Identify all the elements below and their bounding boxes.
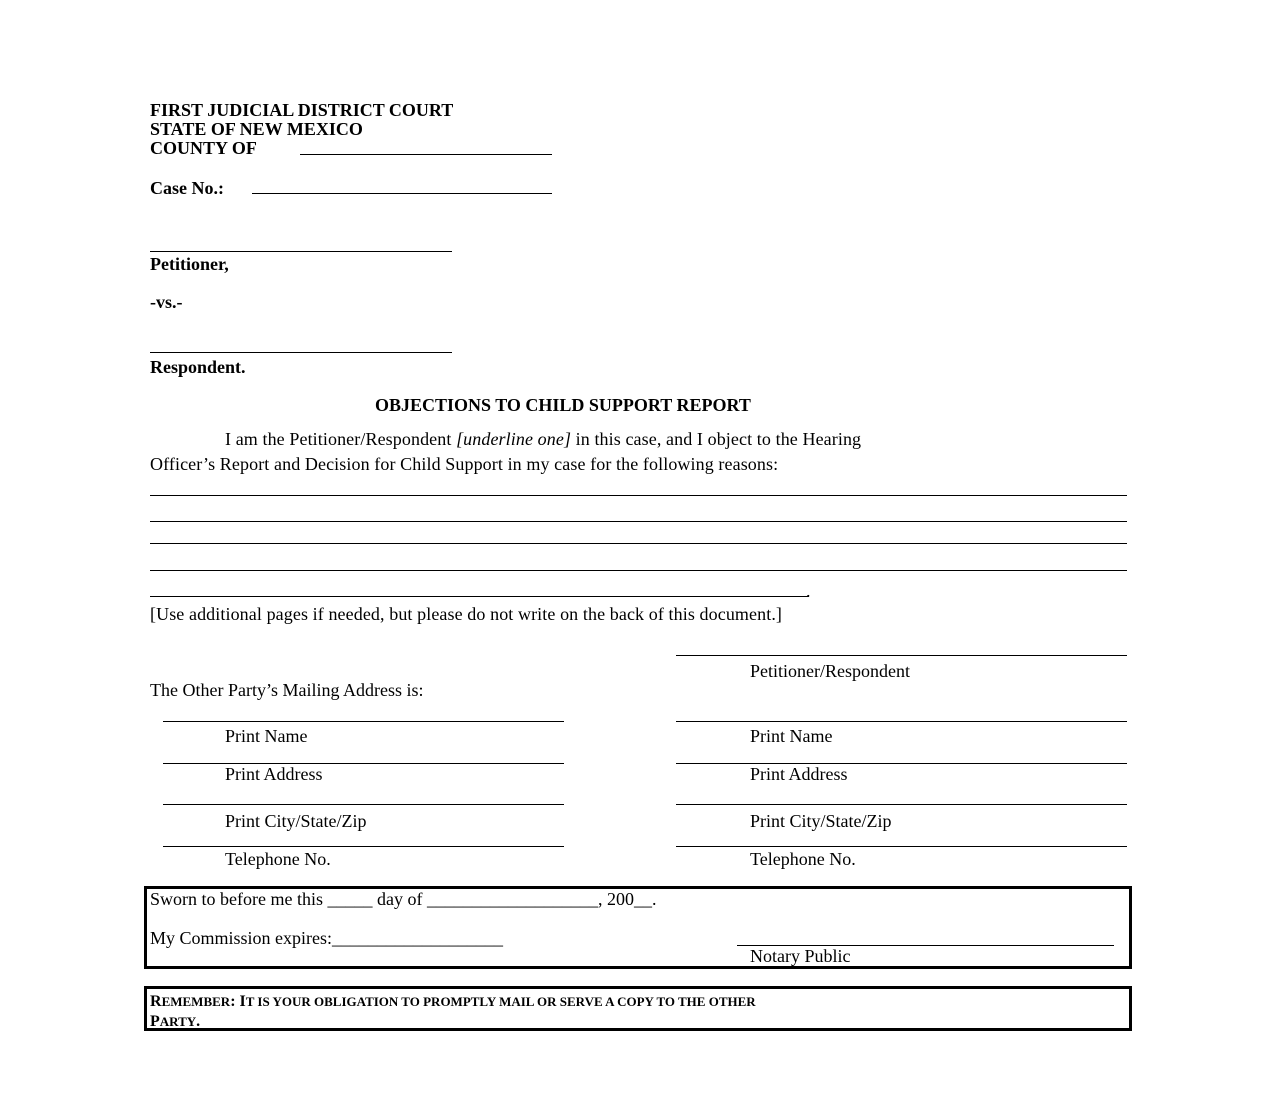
sworn-line: Sworn to before me this _____ day of ___________________, 200__. <box>150 889 657 909</box>
reminder-i: I <box>239 993 246 1010</box>
versus-label: -vs.- <box>150 292 183 312</box>
body-line-1-end: in this case, and I object to the Hearing <box>571 429 862 449</box>
signer-phone-line[interactable] <box>676 846 1127 847</box>
signature-line[interactable] <box>676 655 1127 656</box>
body-line-1 <box>225 430 861 448</box>
reason-period: . <box>806 581 811 601</box>
underline-one-instruction: [underline one] <box>456 429 572 449</box>
respondent-name-line[interactable] <box>150 352 452 353</box>
body-line-1-start: I am the Petitioner/Respondent <box>225 429 457 449</box>
signer-address-label: Print Address <box>750 764 848 784</box>
reminder-r: R <box>150 993 162 1010</box>
signer-phone-label: Telephone No. <box>750 849 856 869</box>
notary-public-label: Notary Public <box>750 946 851 966</box>
court-name: FIRST JUDICIAL DISTRICT COURT <box>150 100 454 120</box>
case-no-label: Case No.: <box>150 178 224 198</box>
reason-line-5[interactable] <box>150 596 808 597</box>
other-party-address-label: The Other Party’s Mailing Address is: <box>150 680 424 700</box>
commission-line: My Commission expires:___________________ <box>150 928 504 948</box>
other-party-city-label: Print City/State/Zip <box>225 811 367 831</box>
body-line-2: Officer’s Report and Decision for Child Support in my case for the following reasons: <box>150 454 779 474</box>
signer-city-line[interactable] <box>676 804 1127 805</box>
reminder-p: P <box>150 1013 160 1030</box>
other-party-address-line[interactable] <box>163 763 564 764</box>
signer-name-label: Print Name <box>750 726 833 746</box>
state-name: STATE OF NEW MEXICO <box>150 119 363 139</box>
reminder-arty: ARTY <box>159 1014 197 1029</box>
additional-pages-note: [Use additional pages if needed, but please do not write on the back of this document.] <box>150 604 783 624</box>
other-party-name-line[interactable] <box>163 721 564 722</box>
signer-label: Petitioner/Respondent <box>750 661 910 681</box>
other-party-phone-label: Telephone No. <box>225 849 331 869</box>
reminder-end: . <box>196 1013 201 1030</box>
reminder-line-1 <box>150 991 756 1010</box>
petitioner-label: Petitioner, <box>150 254 229 274</box>
respondent-label: Respondent. <box>150 357 246 377</box>
reminder-emember: EMEMBER <box>161 994 231 1009</box>
reason-line-2[interactable] <box>150 521 1127 522</box>
other-party-name-label: Print Name <box>225 726 308 746</box>
reason-line-4[interactable] <box>150 570 1127 571</box>
reason-line-3[interactable] <box>150 543 1127 544</box>
signer-address-line[interactable] <box>676 763 1127 764</box>
other-party-city-line[interactable] <box>163 804 564 805</box>
reminder-line-2 <box>150 1011 200 1030</box>
county-input-line[interactable] <box>300 154 552 155</box>
reminder-obligation-text: T IS YOUR OBLIGATION TO PROMPTLY MAIL OR SERVE A COPY TO THE OTHER <box>245 994 756 1009</box>
signer-city-label: Print City/State/Zip <box>750 811 892 831</box>
document-title: OBJECTIONS TO CHILD SUPPORT REPORT <box>375 395 751 415</box>
signer-name-line[interactable] <box>676 721 1127 722</box>
case-no-input-line[interactable] <box>252 193 552 194</box>
other-party-phone-line[interactable] <box>163 846 564 847</box>
reminder-colon: : <box>230 993 240 1010</box>
petitioner-name-line[interactable] <box>150 251 452 252</box>
other-party-address-field-label: Print Address <box>225 764 323 784</box>
county-label: COUNTY OF <box>150 138 257 158</box>
reason-line-1[interactable] <box>150 495 1127 496</box>
